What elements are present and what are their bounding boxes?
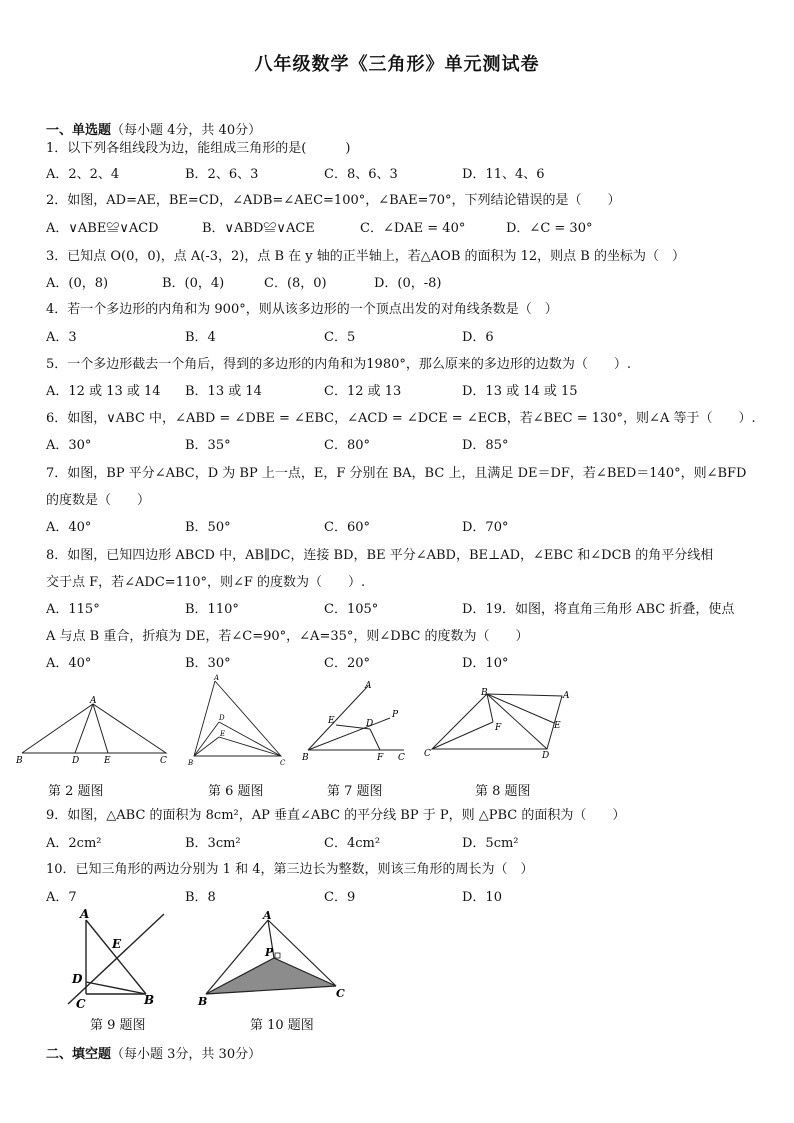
question-7-stem-line-2: 的度数是（ ） xyxy=(46,493,151,508)
section-1-note: （每小题 4分，共 40分） xyxy=(111,123,262,138)
option-a: A．2cm² xyxy=(46,836,102,851)
question-6-stem: 6．如图，∨ABC 中，∠ABD = ∠DBE = ∠EBC，∠ACD = ∠DCE = ∠ECB，若∠BEC = 130°，则∠A 等于（ ）. xyxy=(46,411,756,426)
section-2-note: （每小题 3分，共 30分） xyxy=(111,1047,262,1062)
question-7-stem-line-1: 7．如图，BP 平分∠ABC，D 为 BP 上一点，E，F 分别在 BA，BC 上，且满足 DE＝DF，若∠BED＝140°，则∠BFD xyxy=(46,466,747,481)
fig8-label-f: F xyxy=(495,723,502,733)
fig8-label-c: C xyxy=(424,749,431,759)
fig9-label-a: A xyxy=(80,907,90,921)
figure-7 xyxy=(302,680,412,768)
question-3-options xyxy=(46,275,766,293)
question-19-options xyxy=(46,655,766,673)
option-b: B．110° xyxy=(185,602,239,617)
fig8-label-a: A xyxy=(563,691,570,701)
question-9-stem: 9．如图，△ABC 的面积为 8cm²，AP 垂直∠ABC 的平分线 BP 于 P，则 △PBC 的面积为（ ） xyxy=(46,808,626,823)
option-a: A．(0，8) xyxy=(46,276,109,291)
option-c: C．20° xyxy=(324,656,370,671)
fig10-label-b: B xyxy=(198,995,208,1008)
option-a: A．3 xyxy=(46,330,77,345)
option-d: D．10° xyxy=(462,656,509,671)
option-c: C．8、6、3 xyxy=(324,167,398,182)
fig2-label-a: A xyxy=(90,696,97,706)
page-title: 八年级数学《三角形》单元测试卷 xyxy=(254,54,540,75)
option-b: B．13 或 14 xyxy=(185,384,262,399)
fig7-label-d: D xyxy=(366,719,374,729)
figure-7-caption: 第 7 题图 xyxy=(327,784,383,799)
figure-6-caption: 第 6 题图 xyxy=(208,784,264,799)
option-a: A．30° xyxy=(46,438,92,453)
fig2-label-d: D xyxy=(72,756,80,766)
fig2-label-c: C xyxy=(160,756,167,766)
figure-2 xyxy=(16,696,172,766)
option-d: D．85° xyxy=(462,438,509,453)
option-b: B．4 xyxy=(185,330,216,345)
figure-10 xyxy=(196,908,356,1010)
figure-8-caption: 第 8 题图 xyxy=(475,784,531,799)
option-c: C．9 xyxy=(324,890,356,905)
option-d: D．13 或 14 或 15 xyxy=(462,384,578,399)
question-8-options xyxy=(46,601,766,619)
fig6-label-d: D xyxy=(219,714,225,722)
option-c: C．4cm² xyxy=(324,836,381,851)
question-6-options xyxy=(46,437,766,455)
question-2-stem: 2．如图，AD=AE，BE=CD，∠ADB=∠AEC=100°，∠BAE=70°，下列结论错误的是（ ） xyxy=(46,193,621,208)
option-c: C．(8，0) xyxy=(264,276,327,291)
option-c: C．5 xyxy=(324,330,356,345)
fig2-label-b: B xyxy=(16,756,23,766)
figure-9 xyxy=(60,906,170,1012)
option-b: B．2、6、3 xyxy=(185,167,259,182)
option-d: D．70° xyxy=(462,520,509,535)
fig9-label-c: C xyxy=(76,997,86,1011)
question-9-options xyxy=(46,835,766,853)
fig9-label-b: B xyxy=(144,993,155,1007)
fig7-label-b: B xyxy=(302,753,309,763)
right-angle-mark xyxy=(275,953,280,958)
option-a: A．40° xyxy=(46,656,92,671)
question-10-options xyxy=(46,889,766,907)
option-d: D．10 xyxy=(462,890,502,905)
question-1-options xyxy=(46,166,766,184)
question-4-stem: 4．若一个多边形的内角和为 900°，则从该多边形的一个顶点出发的对角线条数是（ ） xyxy=(46,302,558,317)
option-a: A．7 xyxy=(46,890,77,905)
fig7-label-a: A xyxy=(365,681,372,691)
option-c: C．60° xyxy=(324,520,370,535)
fig6-label-e: E xyxy=(220,730,226,738)
question-2-options xyxy=(46,220,766,238)
option-a: A．40° xyxy=(46,520,92,535)
fig7-label-f: F xyxy=(377,753,384,763)
question-10-stem: 10．已知三角形的两边分别为 1 和 4，第三边长为整数，则该三角形的周长为（ ） xyxy=(46,862,534,877)
option-c: C．∠DAE = 40° xyxy=(360,221,466,236)
figure-6 xyxy=(186,674,290,770)
option-d: D．(0，-8) xyxy=(374,276,442,291)
option-d: D．∠C = 30° xyxy=(506,221,593,236)
question-19-stem: A 与点 B 重合，折痕为 DE，若∠C=90°，∠A=35°，则∠DBC 的度数为（ ） xyxy=(46,629,529,644)
option-d: D．11、4、6 xyxy=(462,167,545,182)
fig8-label-e: E xyxy=(554,721,561,731)
fig10-label-p: P xyxy=(265,946,274,959)
fig6-label-c: C xyxy=(280,759,286,767)
fig7-label-p: P xyxy=(392,710,399,720)
option-a: A．2、2、4 xyxy=(46,167,120,182)
question-5-options xyxy=(46,383,766,401)
fig6-label-b: B xyxy=(188,759,194,767)
fig10-label-c: C xyxy=(336,987,345,1000)
option-b: B．3cm² xyxy=(185,836,241,851)
fig8-label-b: B xyxy=(481,688,488,698)
section-2-heading xyxy=(46,1046,756,1064)
figure-8 xyxy=(420,686,572,766)
option-b: B．35° xyxy=(185,438,231,453)
option-c: C．105° xyxy=(324,602,379,617)
option-b: B．∨ABD≌∨ACE xyxy=(202,221,315,236)
figure-10-caption: 第 10 题图 xyxy=(250,1018,314,1033)
option-c: C．12 或 13 xyxy=(324,384,402,399)
question-3-stem: 3．已知点 O(0，0)，点 A(-3，2)，点 B 在 y 轴的正半轴上，若△AOB 的面积为 12，则点 B 的坐标为（ ） xyxy=(46,249,685,264)
figure-9-caption: 第 9 题图 xyxy=(90,1018,146,1033)
option-d: D．19．如图，将直角三角形 ABC 折叠，使点 xyxy=(462,602,735,617)
fig9-label-e: E xyxy=(112,937,122,951)
option-a: A．∨ABE≌∨ACD xyxy=(46,221,159,236)
option-b: B．30° xyxy=(185,656,231,671)
question-8-stem-line-1: 8．如图，已知四边形 ABCD 中，AB∥DC，连接 BD，BE 平分∠ABD，BE⊥AD，∠EBC 和∠DCB 的角平分线相 xyxy=(46,548,714,563)
option-b: B．(0，4) xyxy=(162,276,225,291)
question-1-stem: 1．以下列各组线段为边，能组成三角形的是( ) xyxy=(46,141,351,156)
question-4-options xyxy=(46,329,766,347)
option-b: B．8 xyxy=(185,890,216,905)
option-c: C．80° xyxy=(324,438,370,453)
fig10-label-a: A xyxy=(263,909,272,922)
section-1-heading xyxy=(46,122,756,140)
option-d: D．6 xyxy=(462,330,494,345)
section-2-label: 二、填空题 xyxy=(46,1047,112,1062)
fig2-label-e: E xyxy=(104,756,111,766)
question-7-options xyxy=(46,519,766,537)
fig7-label-c: C xyxy=(398,753,405,763)
fig9-label-d: D xyxy=(72,972,83,986)
fig6-label-a: A xyxy=(214,674,220,682)
option-d: D．5cm² xyxy=(462,836,519,851)
fig7-label-e: E xyxy=(328,716,335,726)
section-1-label: 一、单选题 xyxy=(46,123,112,138)
question-8-stem-line-2: 交于点 F，若∠ADC=110°，则∠F 的度数为（ ）. xyxy=(46,575,366,590)
option-b: B．50° xyxy=(185,520,231,535)
figure-2-caption: 第 2 题图 xyxy=(48,784,104,799)
option-a: A．115° xyxy=(46,602,100,617)
fig8-label-d: D xyxy=(542,751,550,761)
question-5-stem: 5．一个多边形截去一个角后，得到的多边形的内角和为1980°，那么原来的多边形的边数为（ ）. xyxy=(46,357,631,372)
option-a: A．12 或 13 或 14 xyxy=(46,384,161,399)
